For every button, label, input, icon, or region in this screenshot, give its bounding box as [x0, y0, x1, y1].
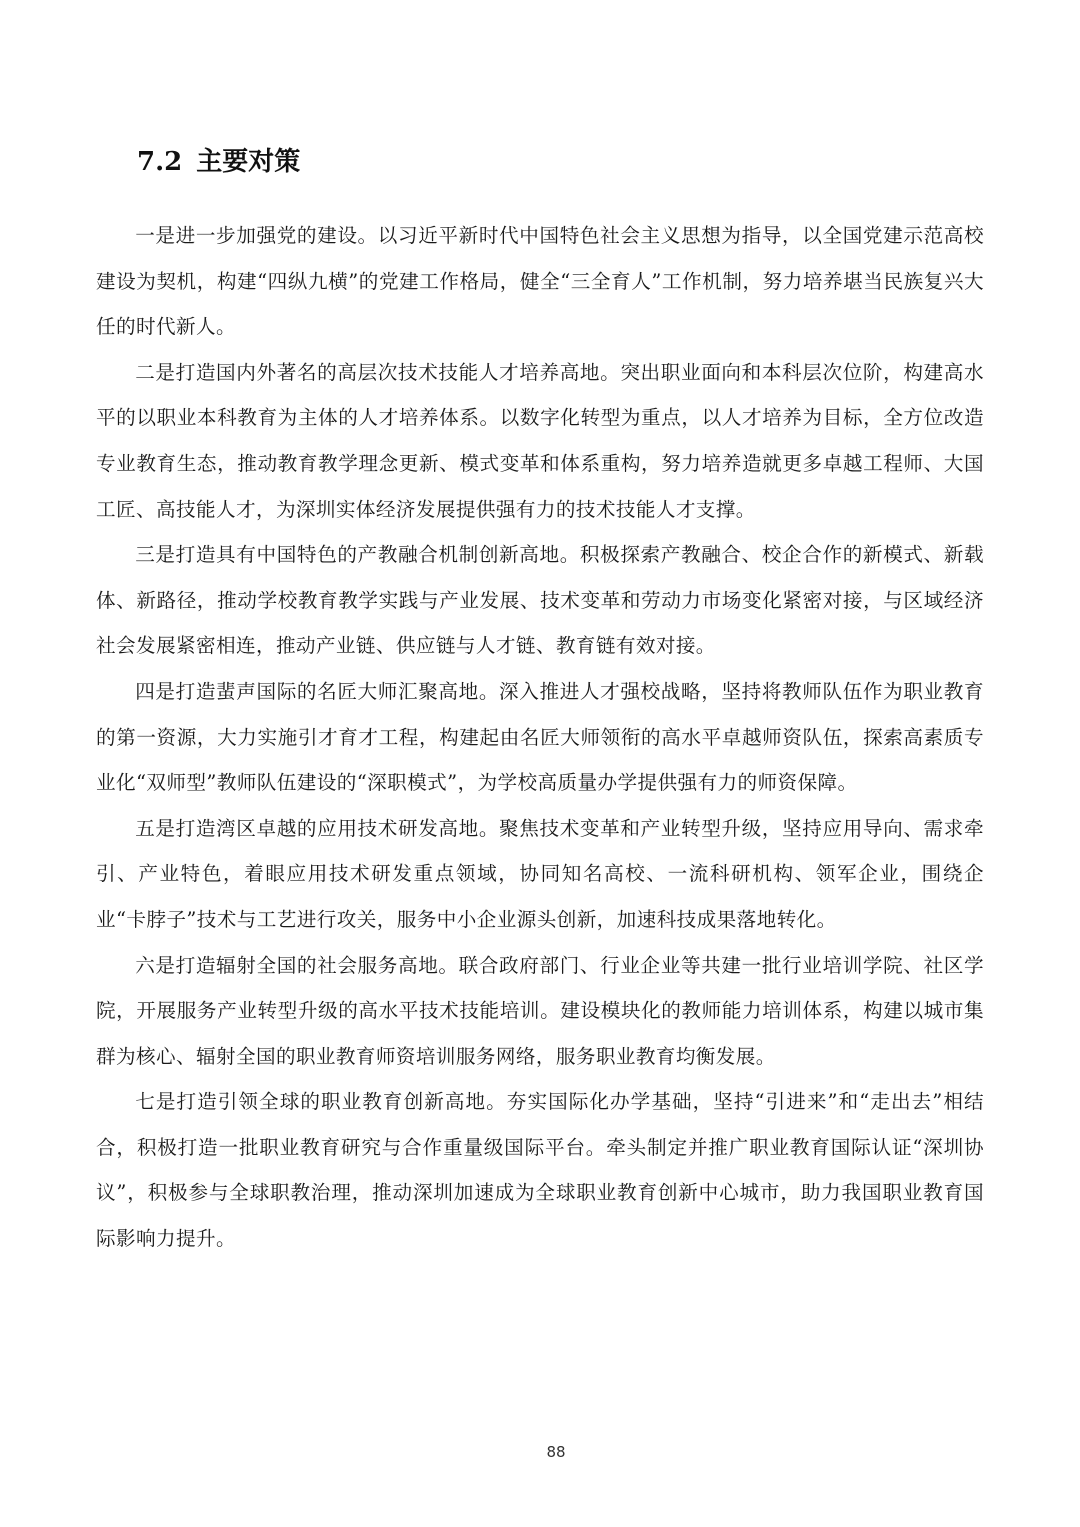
section-number: 7.2 — [137, 147, 183, 177]
paragraph-talent-training: 二是打造国内外著名的高层次技术技能人才培养高地。突出职业面向和本科层次位阶，构建高水平的以职业本科教育为主体的人才培养体系。以数字化转型为重点，以人才培养为目标，全方位改造专业教育生态，推动教育教学理念更新、模式变革和体系重构，努力培养造就更多卓越工程师、大国工匠、高技能人才，为深圳实体经济发展提供强有力的技术技能人才支撑。 — [96, 360, 984, 521]
paragraph-party-building: 一是进一步加强党的建设。以习近平新时代中国特色社会主义思想为指导，以全国党建示范高校建设为契机，构建“四纵九横”的党建工作格局，健全“三全育人”工作机制，努力培养堪当民族复兴大任的时代新人。 — [96, 224, 984, 339]
section-heading — [137, 140, 300, 184]
page-number: 88 — [546, 1443, 566, 1461]
section-title: 主要对策 — [196, 147, 301, 177]
paragraph-applied-research: 五是打造湾区卓越的应用技术研发高地。聚焦技术变革和产业转型升级，坚持应用导向、需求牵引、产业特色，着眼应用技术研发重点领域，协同知名高校、一流科研机构、领军企业，围绕企业“卡脖子”技术与工艺进行攻关，服务中小企业源头创新，加速科技成果落地转化。 — [96, 816, 984, 931]
paragraph-social-service: 六是打造辐射全国的社会服务高地。联合政府部门、行业企业等共建一批行业培训学院、社区学院，开展服务产业转型升级的高水平技术技能培训。建设模块化的教师能力培训体系，构建以城市集群为核心、辐射全国的职业教育师资培训服务网络，服务职业教育均衡发展。 — [96, 953, 984, 1068]
paragraph-industry-education: 三是打造具有中国特色的产教融合机制创新高地。积极探索产教融合、校企合作的新模式、新载体、新路径，推动学校教育教学实践与产业发展、技术变革和劳动力市场变化紧密对接，与区域经济社会发展紧密相连，推动产业链、供应链与人才链、教育链有效对接。 — [96, 543, 984, 658]
paragraph-global-innovation: 七是打造引领全球的职业教育创新高地。夯实国际化办学基础，坚持“引进来”和“走出去”相结合，积极打造一批职业教育研究与合作重量级国际平台。牵头制定并推广职业教育国际认证“深圳协议”，积极参与全球职教治理，推动深圳加速成为全球职业教育创新中心城市，助力我国职业教育国际影响力提升。 — [96, 1090, 984, 1251]
paragraph-master-craftsmen: 四是打造蜚声国际的名匠大师汇聚高地。深入推进人才强校战略，坚持将教师队伍作为职业教育的第一资源，大力实施引才育才工程，构建起由名匠大师领衔的高水平卓越师资队伍，探索高素质专业化“双师型”教师队伍建设的“深职模式”，为学校高质量办学提供强有力的师资保障。 — [96, 679, 984, 795]
body-text — [96, 213, 984, 1262]
